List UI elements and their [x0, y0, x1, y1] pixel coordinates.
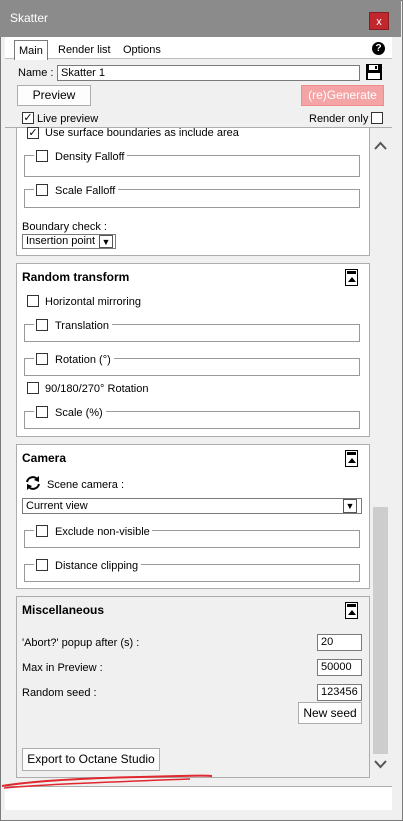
rotation-90-checkbox[interactable] — [27, 382, 39, 394]
camera-view-value: Current view — [26, 500, 88, 512]
refresh-icon[interactable] — [24, 474, 42, 492]
name-input[interactable]: Skatter 1 — [57, 65, 360, 81]
abort-popup-label: 'Abort?' popup after (s) : — [22, 637, 140, 649]
rotation-checkbox[interactable] — [36, 353, 48, 365]
live-preview-label: Live preview — [37, 113, 99, 125]
camera-title: Camera — [22, 451, 67, 465]
miscellaneous-title: Miscellaneous — [22, 603, 105, 617]
boundary-check-value: Insertion point — [26, 235, 96, 247]
render-only-label: Render only — [309, 113, 369, 125]
collapse-icon[interactable] — [345, 269, 358, 286]
new-seed-button[interactable]: New seed — [298, 702, 362, 724]
rotation-label: Rotation (°) — [55, 354, 111, 366]
render-only-checkbox[interactable] — [371, 112, 383, 124]
check-icon: ✓ — [23, 112, 33, 124]
title-bar — [0, 0, 401, 37]
translation-checkbox[interactable] — [36, 319, 48, 331]
max-preview-input[interactable]: 50000 — [317, 659, 362, 676]
exclude-non-visible-label: Exclude non-visible — [55, 526, 150, 538]
window-title: Skatter — [10, 11, 49, 25]
help-icon[interactable]: ? — [372, 42, 385, 55]
chevron-down-icon: ▼ — [99, 235, 113, 248]
check-icon: ✓ — [28, 127, 38, 139]
floppy-disk-icon[interactable] — [365, 63, 383, 81]
tab-render-list[interactable]: Render list — [58, 44, 111, 56]
random-seed-label: Random seed : — [22, 687, 97, 699]
random-transform-title: Random transform — [22, 270, 130, 284]
use-surface-checkbox[interactable] — [27, 127, 39, 139]
scrollbar-thumb[interactable] — [373, 507, 388, 754]
density-falloff-label: Density Falloff — [55, 151, 125, 163]
camera-view-select[interactable] — [22, 498, 362, 514]
scene-camera-label: Scene camera : — [47, 479, 125, 491]
use-surface-label: Use surface boundaries as include area — [45, 127, 239, 139]
horizontal-mirroring-label: Horizontal mirroring — [45, 296, 141, 308]
horizontal-mirroring-checkbox[interactable] — [27, 295, 39, 307]
boundary-check-label: Boundary check : — [22, 221, 107, 233]
scale-falloff-checkbox[interactable] — [36, 184, 48, 196]
abort-popup-input[interactable]: 20 — [317, 634, 362, 651]
scale-falloff-label: Scale Falloff — [55, 185, 116, 197]
distance-clipping-label: Distance clipping — [55, 560, 139, 572]
chevron-down-icon: ▼ — [343, 499, 357, 513]
collapse-icon[interactable] — [345, 602, 358, 619]
preview-button[interactable]: Preview — [17, 85, 91, 106]
random-seed-input[interactable]: 123456 — [317, 684, 362, 701]
distance-clipping-checkbox[interactable] — [36, 559, 48, 571]
density-falloff-checkbox[interactable] — [36, 150, 48, 162]
live-preview-checkbox[interactable] — [22, 112, 34, 124]
rotation-90-label: 90/180/270° Rotation — [45, 383, 149, 395]
close-button[interactable]: x — [369, 12, 389, 30]
red-annotation-scribble — [0, 768, 220, 792]
scroll-up-icon[interactable] — [373, 141, 388, 153]
boundary-check-select[interactable] — [22, 234, 116, 249]
scale-checkbox[interactable] — [36, 406, 48, 418]
translation-label: Translation — [55, 320, 110, 332]
max-preview-label: Max in Preview : — [22, 662, 103, 674]
name-label: Name : — [18, 67, 54, 79]
generate-button[interactable]: (re)Generate — [301, 85, 384, 106]
scale-label: Scale (%) — [55, 407, 103, 419]
collapse-icon[interactable] — [345, 450, 358, 467]
exclude-non-visible-checkbox[interactable] — [36, 525, 48, 537]
tab-main[interactable]: Main — [14, 40, 48, 60]
tab-options[interactable]: Options — [123, 44, 161, 56]
scroll-down-icon[interactable] — [373, 760, 388, 772]
export-octane-button[interactable]: Export to Octane Studio — [22, 748, 160, 771]
